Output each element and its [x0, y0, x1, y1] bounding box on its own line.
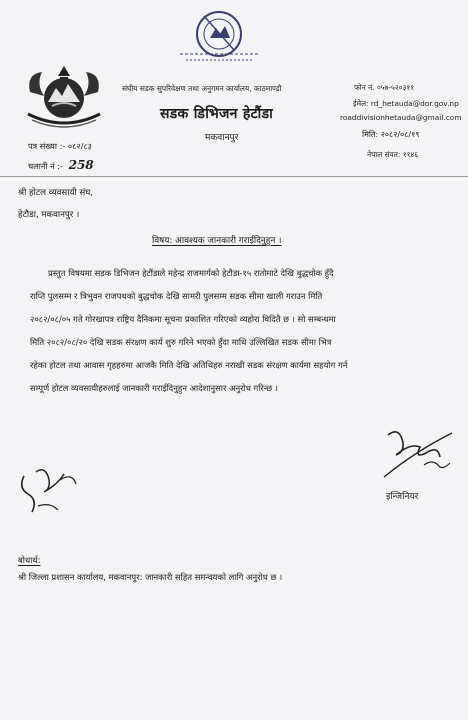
cc-line: श्री जिल्ला प्रशासन कार्यालय, मकवानपुर: जानकारी सहित समन्वयको लागि अनुरोध छ । [18, 572, 283, 582]
body-line: रहेका होटल तथा आवास गृहहरुमा आजकै मिति देखि अतिथिहरु नराखी सडक संरक्षण कार्यमा सहयोग गर्न [30, 360, 348, 370]
letter-body [30, 262, 442, 400]
office-name: संघीय सडक सुपरिवेक्षण तथा अनुगमन कार्यालय, काठमाण्डौ [122, 84, 282, 93]
nepal-samvat-date: नेपाल संवत: ११४६ [367, 150, 419, 159]
signatory-designation: इन्जिनियर [386, 492, 419, 502]
district-name: मकवानपुर [205, 133, 239, 143]
dispatch-label: चलानी नं :- [28, 161, 63, 171]
recipient-line-2: हेटौडा, मकवानपुर । [18, 210, 80, 220]
header-divider [0, 176, 468, 177]
website-email: roaddivisionhetauda@gmail.com [340, 113, 462, 122]
body-line: सम्पूर्ण होटल व्यवसायीहरुलाई जानकारी गराईदिनुहुन आदेशानुसार अनुरोध गरिन्छ । [30, 383, 278, 393]
reference-number: पत्र संख्या :- ०८२/८३ [28, 141, 92, 151]
email-address: ईमेल: rd_hetauda@dor.gov.np [353, 99, 459, 108]
body-line: २०८२/०८/०५ गते गोरखापत्र राष्ट्रिय दैनिकमा सूचना प्रकाशित गरिएको व्यहोरा विदितै छ । सो सम्बन्धमा [30, 314, 336, 324]
division-title: सडक डिभिजन हेटौंडा [160, 106, 274, 122]
office-seal-stamp-icon [178, 8, 260, 64]
body-line: मिति २०८२/०८/२० देखि सडक संरक्षण कार्य शुरु गरिने भएको हुँदा माथि उल्लिखित सडक सीमा भित्र [30, 337, 332, 347]
body-line: राप्ति पुलसम्म र त्रिभुवन राजपथको बुद्धचोक देखि सामरी पुलसम्म सडक सीमा खाली गराउन मिति [30, 291, 323, 301]
phone-number: फोन नं. ०५७-५२०३११ [354, 83, 415, 92]
dispatch-number: 258 [68, 158, 94, 172]
subject-line: विषय: आवश्यक जानकारी गराईदिनुहुन । [152, 236, 282, 246]
cc-label: बोधार्थ: [18, 555, 41, 565]
body-line: प्रस्तुत विषयमा सडक डिभिजन हेटौंडाले महेन्द्र राजमार्गको हेटौडा-१५ रातोमाटे देखि बुद्धचोक हुँदै [48, 268, 334, 278]
letter-date: मिति: २०८२/०८/१९ [362, 130, 420, 139]
nepal-emblem-icon [22, 62, 106, 130]
engineer-signature [380, 425, 456, 483]
left-signature [14, 462, 84, 520]
dispatch-line [28, 158, 94, 172]
recipient-line-1: श्री होटल व्यवसायी संघ, [18, 188, 94, 198]
